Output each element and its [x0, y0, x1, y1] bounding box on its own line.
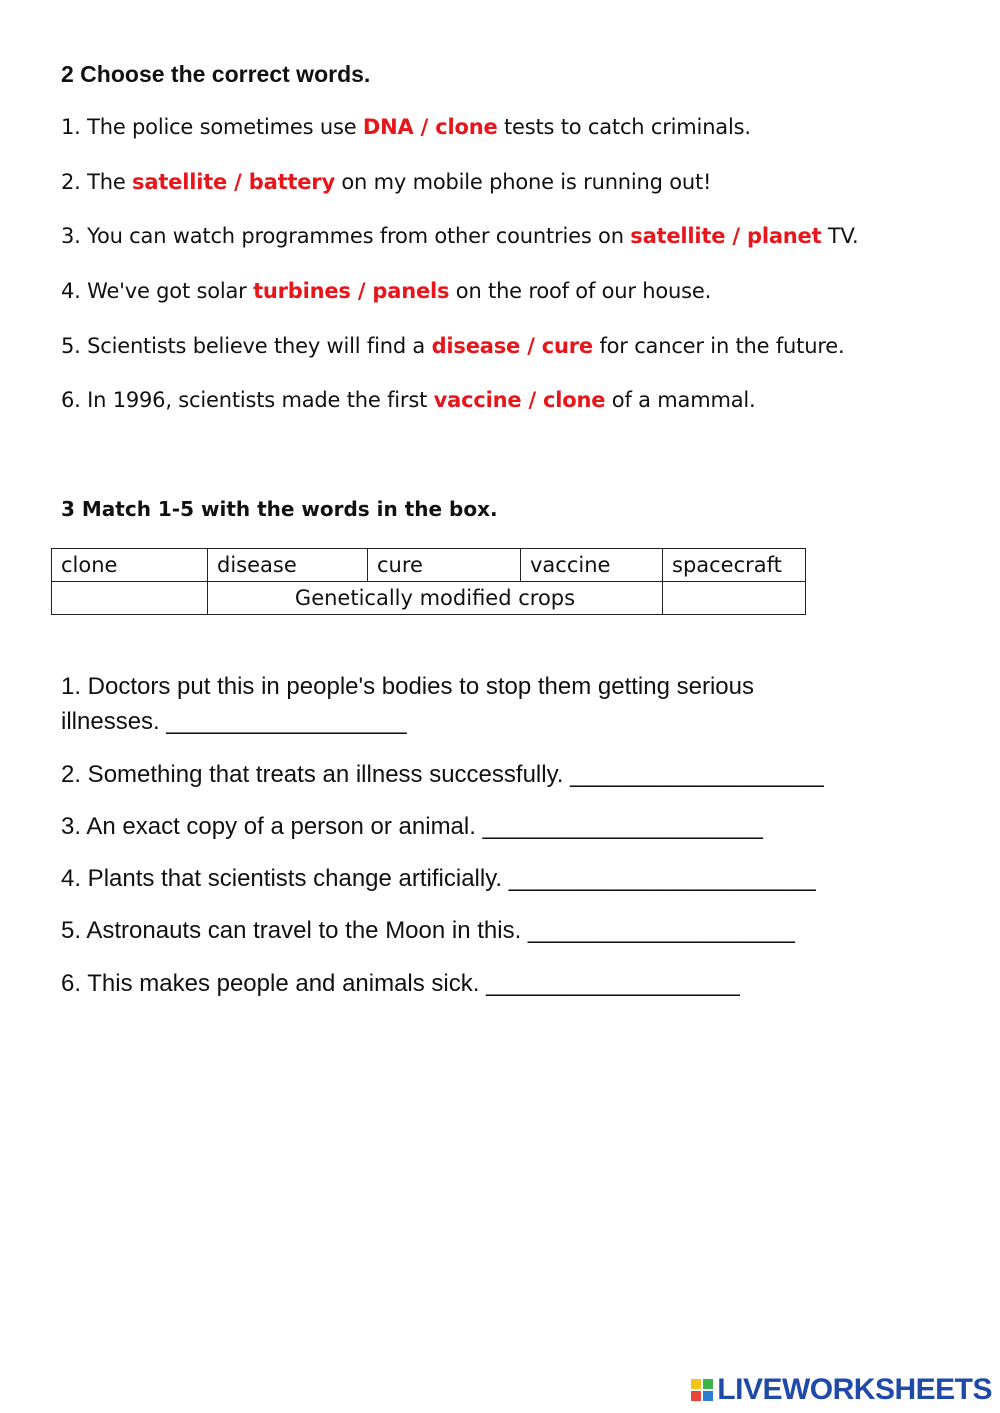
- match-item-6[interactable]: 6. This makes people and animals sick. ___________________: [61, 970, 740, 997]
- question-text-after: tests to catch criminals.: [497, 115, 751, 139]
- liveworksheets-logo: [691, 1375, 992, 1405]
- question-text-after: on the roof of our house.: [449, 279, 712, 303]
- word-choice[interactable]: vaccine / clone: [433, 388, 606, 412]
- question-text-after: TV.: [821, 224, 859, 248]
- match-item-1: 1. Doctors put this in people's bodies to stop them getting serious: [61, 673, 754, 700]
- question-text-before: 6. In 1996, scientists made the first: [61, 388, 434, 412]
- word-box-cell: clone: [52, 549, 208, 582]
- word-box-cell: cure: [368, 549, 521, 582]
- word-choice[interactable]: DNA / clone: [362, 115, 498, 139]
- match-item-3[interactable]: 3. An exact copy of a person or animal. _____________________: [61, 813, 763, 840]
- choose-question-2: [61, 170, 711, 194]
- choose-question-1: [61, 115, 751, 139]
- match-item-5[interactable]: 5. Astronauts can travel to the Moon in this. ____________________: [61, 917, 795, 944]
- match-item-4[interactable]: 4. Plants that scientists change artificially. _______________________: [61, 865, 816, 892]
- choose-question-3: [61, 224, 858, 248]
- question-text-before: 3. You can watch programmes from other countries on: [61, 224, 631, 248]
- choose-question-6: [61, 388, 755, 412]
- word-box-cell: vaccine: [521, 549, 663, 582]
- logo-text: LIVEWORKSHEETS: [717, 1373, 992, 1406]
- word-choice[interactable]: disease / cure: [431, 334, 593, 358]
- word-box-cell: spacecraft: [663, 549, 806, 582]
- question-text-after: on my mobile phone is running out!: [334, 170, 712, 194]
- word-choice[interactable]: satellite / planet: [630, 224, 822, 248]
- word-box-row: [52, 549, 806, 582]
- word-box-cell: disease: [208, 549, 368, 582]
- section-2-title: 2 Choose the correct words.: [61, 61, 371, 87]
- word-box-row: [52, 582, 806, 615]
- match-item-2[interactable]: 2. Something that treats an illness successfully. ___________________: [61, 761, 824, 788]
- match-item-1-answer-line[interactable]: illnesses. __________________: [61, 708, 407, 735]
- word-box-cell: [52, 582, 208, 615]
- choose-question-5: [61, 334, 844, 358]
- section-3-title: 3 Match 1-5 with the words in the box.: [61, 497, 498, 521]
- word-choice[interactable]: satellite / battery: [132, 170, 335, 194]
- question-text-before: 5. Scientists believe they will find a: [61, 334, 432, 358]
- question-text-before: 2. The: [61, 170, 133, 194]
- word-choice[interactable]: turbines / panels: [253, 279, 450, 303]
- question-text-before: 1. The police sometimes use: [61, 115, 363, 139]
- word-box-cell: Genetically modified crops: [208, 582, 663, 615]
- choose-question-4: [61, 279, 711, 303]
- word-box-cell: [663, 582, 806, 615]
- question-text-after: for cancer in the future.: [592, 334, 845, 358]
- logo-mark-icon: [691, 1379, 713, 1401]
- word-box: [51, 548, 806, 615]
- question-text-before: 4. We've got solar: [61, 279, 254, 303]
- question-text-after: of a mammal.: [605, 388, 756, 412]
